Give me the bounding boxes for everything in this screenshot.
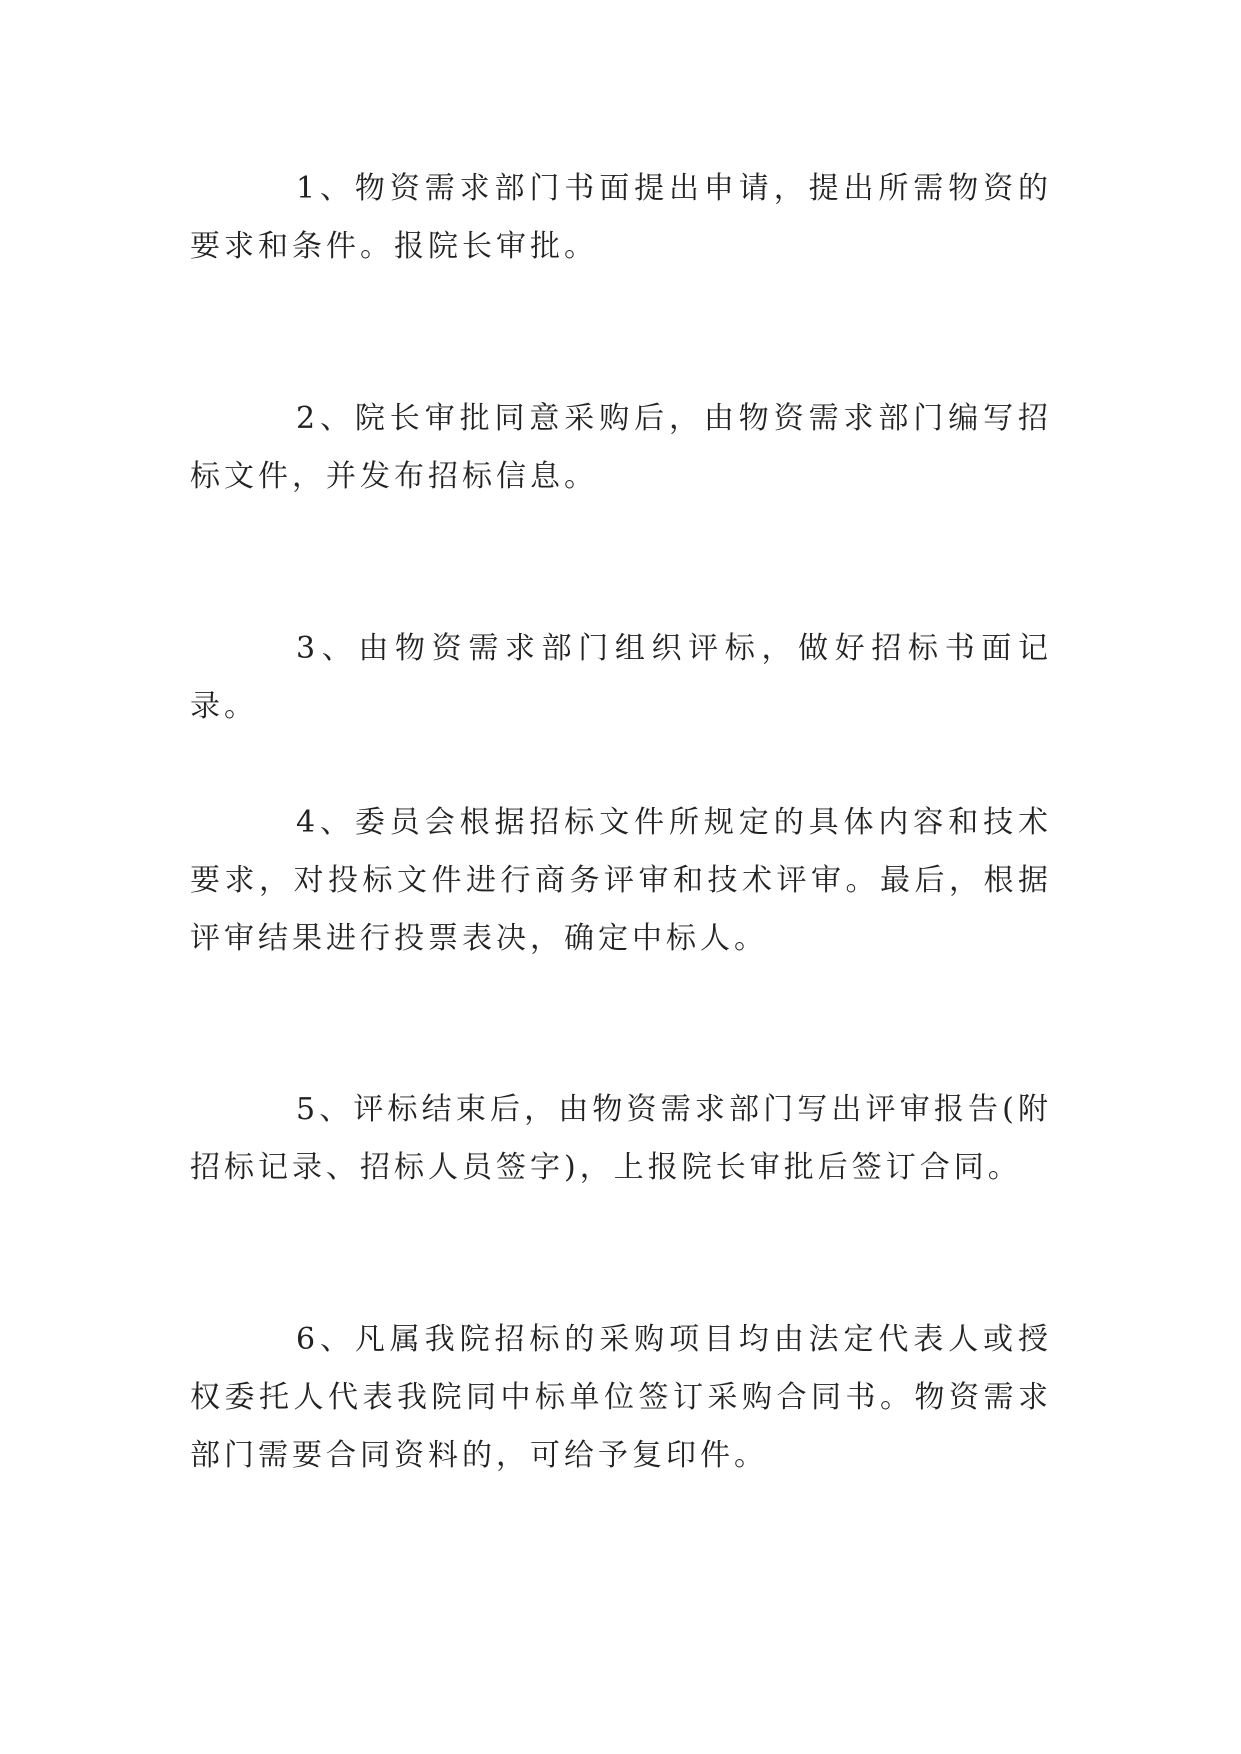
paragraph-1: 1、物资需求部门书面提出申请，提出所需物资的要求和条件。报院长审批。 (190, 171, 1052, 264)
paragraph-4: 4、委员会根据招标文件所规定的具体内容和技术要求，对投标文件进行商务评审和技术评审。最后，根据评审结果进行投票表决，确定中标人。 (190, 805, 1052, 956)
paragraph-2: 2、院长审批同意采购后，由物资需求部门编写招标文件，并发布招标信息。 (190, 401, 1052, 494)
paragraph-5: 5、评标结束后，由物资需求部门写出评审报告(附招标记录、招标人员签字)，上报院长审批后签订合同。 (190, 1092, 1052, 1185)
paragraph-6: 6、凡属我院招标的采购项目均由法定代表人或授权委托人代表我院同中标单位签订采购合同书。物资需求部门需要合同资料的，可给予复印件。 (190, 1322, 1052, 1473)
paragraph-3: 3、由物资需求部门组织评标，做好招标书面记录。 (190, 631, 1052, 724)
